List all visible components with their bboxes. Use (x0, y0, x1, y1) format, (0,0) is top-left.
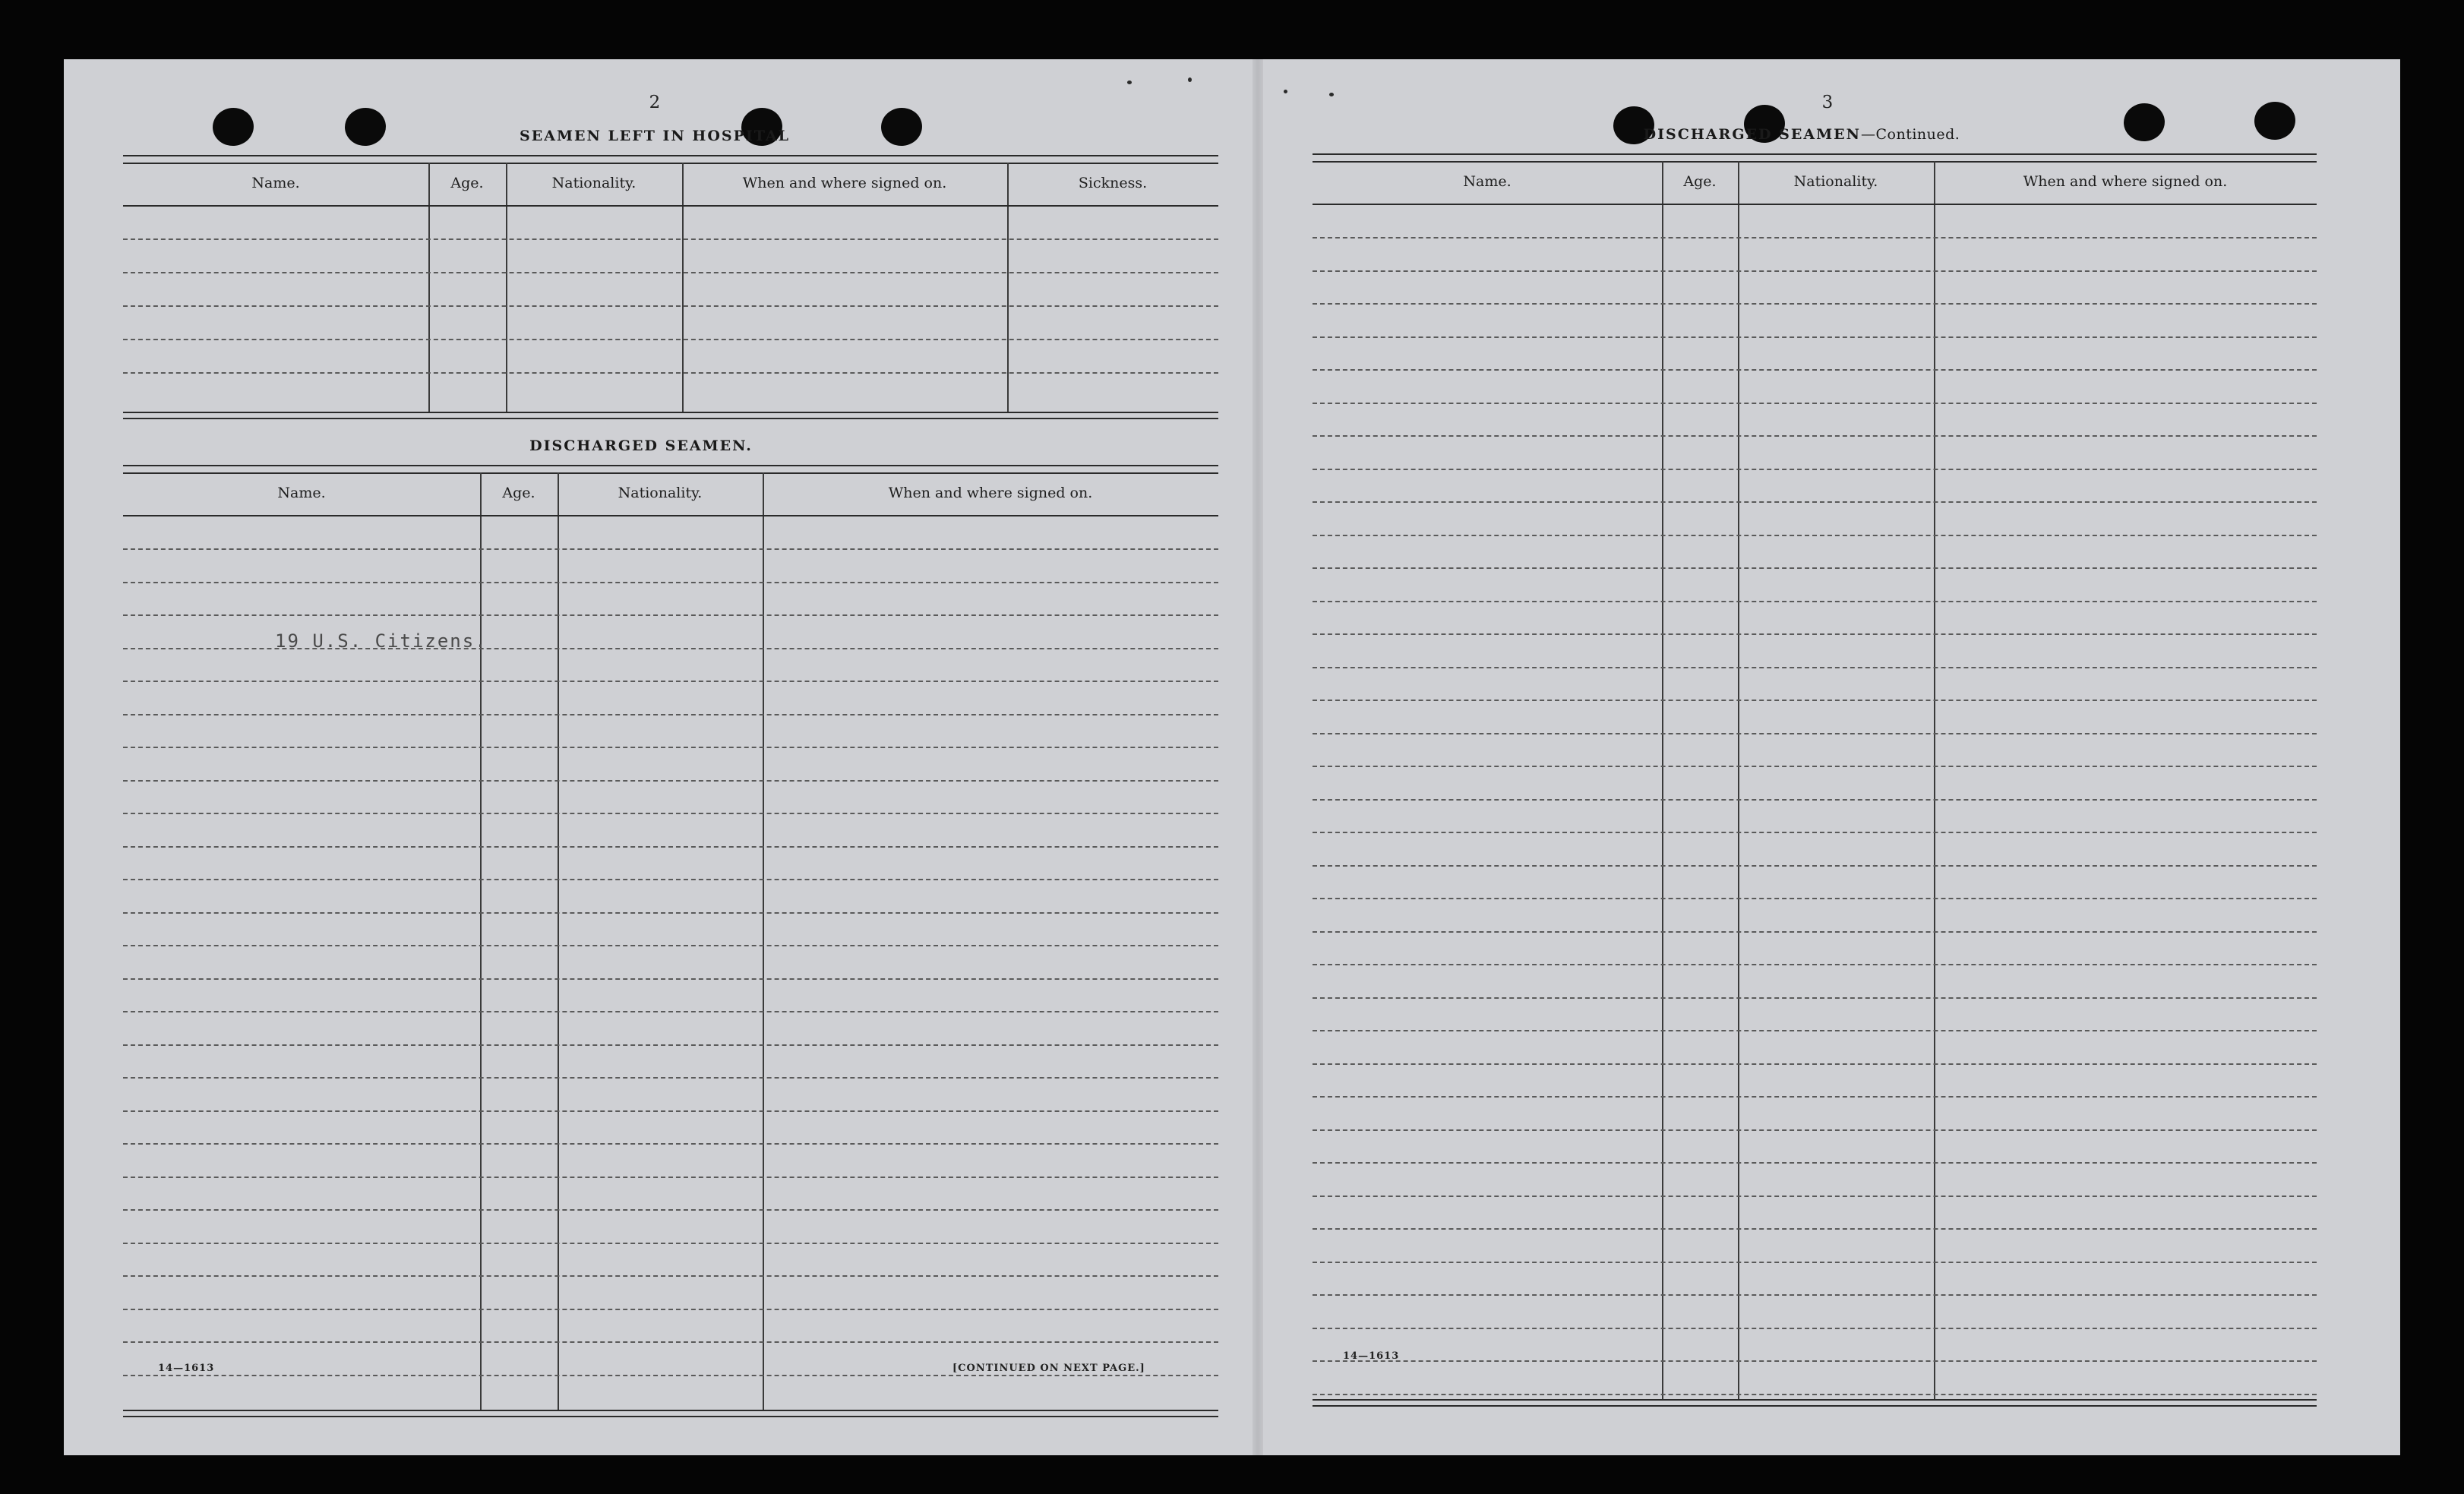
entry-line (1313, 435, 2317, 437)
entry-line (1313, 633, 2317, 635)
entry-line (1313, 865, 2317, 867)
entry-line (1313, 1196, 2317, 1197)
column-header-signed-on: When and where signed on. (888, 485, 1093, 501)
entry-line (123, 372, 1218, 374)
hospital-section-title: SEAMEN LEFT IN HOSPITAL (520, 128, 790, 144)
entry-line (1313, 469, 2317, 470)
entry-line (123, 614, 1218, 616)
entry-line (1313, 1129, 2317, 1131)
typed-entry: 19 U.S. Citizens. (275, 630, 488, 652)
column-header-name: Name. (277, 485, 326, 501)
column-header-age: Age. (502, 485, 535, 501)
form-number: 14—1613 (158, 1363, 215, 1374)
entry-line (123, 1341, 1218, 1343)
entry-line (1313, 832, 2317, 833)
entry-line (1313, 1360, 2317, 1362)
entry-line (1313, 898, 2317, 899)
dust-speck (1329, 93, 1334, 96)
entry-line (123, 582, 1218, 583)
discharged-table (123, 465, 1218, 1417)
column-header-signed-on: When and where signed on. (2023, 173, 2228, 190)
entry-line (1313, 1294, 2317, 1296)
column-divider (763, 472, 764, 1411)
entry-line (1313, 336, 2317, 338)
column-divider (1662, 161, 1663, 1401)
double-rule (123, 412, 1218, 419)
column-divider (1007, 163, 1009, 413)
column-header-nationality: Nationality. (1793, 173, 1878, 190)
dust-speck (1188, 77, 1192, 82)
entry-line (123, 945, 1218, 946)
entry-line (1313, 403, 2317, 404)
column-header-age: Age. (1683, 173, 1717, 190)
header-rule (123, 515, 1218, 516)
entry-line (1313, 303, 2317, 305)
form-number: 14—1613 (1343, 1350, 1400, 1362)
entry-line (123, 1243, 1218, 1244)
entry-line (123, 879, 1218, 880)
entry-line (123, 846, 1218, 848)
entry-line (1313, 501, 2317, 503)
entry-line (1313, 1394, 2317, 1395)
punch-hole (2253, 99, 2298, 141)
entry-line (1313, 1030, 2317, 1031)
entry-line (123, 1309, 1218, 1310)
title-continued: —Continued. (1860, 126, 1960, 143)
entry-line (1313, 1063, 2317, 1065)
entry-line (123, 1110, 1218, 1112)
column-header-signed-on: When and where signed on. (742, 175, 947, 191)
entry-line (123, 681, 1218, 682)
column-divider (682, 163, 684, 413)
column-header-sickness: Sickness. (1078, 175, 1148, 191)
double-rule (123, 465, 1218, 474)
column-header-name: Name. (251, 175, 300, 191)
punch-hole (880, 106, 924, 147)
entry-line (1313, 1262, 2317, 1263)
entry-line (123, 1375, 1218, 1376)
column-header-nationality: Nationality. (551, 175, 637, 191)
entry-line (1313, 601, 2317, 602)
entry-line (123, 780, 1218, 782)
page-spine (1253, 59, 1263, 1455)
double-rule (123, 155, 1218, 164)
entry-line (123, 1275, 1218, 1277)
discharged-section-title: DISCHARGED SEAMEN. (529, 437, 753, 454)
column-divider (428, 163, 430, 413)
entry-line (123, 747, 1218, 748)
header-rule (1313, 204, 2317, 205)
ledger-paper (64, 59, 2400, 1455)
entry-line (123, 1177, 1218, 1178)
entry-line (123, 1077, 1218, 1079)
entry-line (123, 1143, 1218, 1145)
punch-hole (343, 106, 388, 147)
entry-line (1313, 667, 2317, 668)
page-number: 3 (1821, 93, 1834, 112)
column-divider (480, 472, 482, 1411)
column-divider (1934, 161, 1935, 1401)
entry-line (123, 1209, 1218, 1211)
entry-line (1313, 799, 2317, 801)
entry-line (123, 339, 1218, 340)
entry-line (123, 912, 1218, 914)
entry-line (123, 305, 1218, 307)
continued-note: [CONTINUED ON NEXT PAGE.] (952, 1363, 1145, 1374)
entry-line (1313, 369, 2317, 371)
entry-line (123, 1044, 1218, 1046)
entry-line (1313, 733, 2317, 734)
column-header-name: Name. (1463, 173, 1512, 190)
entry-line (123, 714, 1218, 715)
entry-line (1313, 997, 2317, 999)
entry-line (123, 548, 1218, 550)
double-rule (123, 1410, 1218, 1417)
entry-line (1313, 700, 2317, 701)
double-rule (1313, 153, 2317, 163)
punch-hole (211, 106, 256, 147)
entry-line (123, 978, 1218, 980)
dust-speck (1127, 81, 1132, 84)
entry-line (1313, 567, 2317, 569)
entry-line (1313, 1328, 2317, 1329)
column-header-nationality: Nationality. (618, 485, 703, 501)
entry-line (123, 272, 1218, 273)
column-divider (1738, 161, 1739, 1401)
entry-line (123, 238, 1218, 240)
dust-speck (1284, 90, 1287, 93)
column-divider (558, 472, 559, 1411)
entry-line (1313, 270, 2317, 272)
double-rule (1313, 1399, 2317, 1407)
title-main: DISCHARGED SEAMEN (1643, 126, 1861, 143)
entry-line (123, 1011, 1218, 1012)
column-divider (506, 163, 507, 413)
discharged-continued-title (1644, 126, 1960, 143)
entry-line (1313, 1162, 2317, 1164)
column-header-age: Age. (450, 175, 484, 191)
discharged-continued-table (1313, 153, 2317, 1407)
entry-line (1313, 1096, 2317, 1098)
hospital-table (123, 155, 1218, 419)
entry-line (1313, 535, 2317, 536)
entry-line (1313, 237, 2317, 238)
entry-line (1313, 931, 2317, 933)
entry-line (1313, 766, 2317, 767)
entry-line (1313, 964, 2317, 965)
header-rule (123, 205, 1218, 207)
page-number: 2 (649, 93, 661, 112)
punch-hole (2122, 101, 2167, 143)
entry-line (1313, 1228, 2317, 1230)
entry-line (123, 813, 1218, 814)
